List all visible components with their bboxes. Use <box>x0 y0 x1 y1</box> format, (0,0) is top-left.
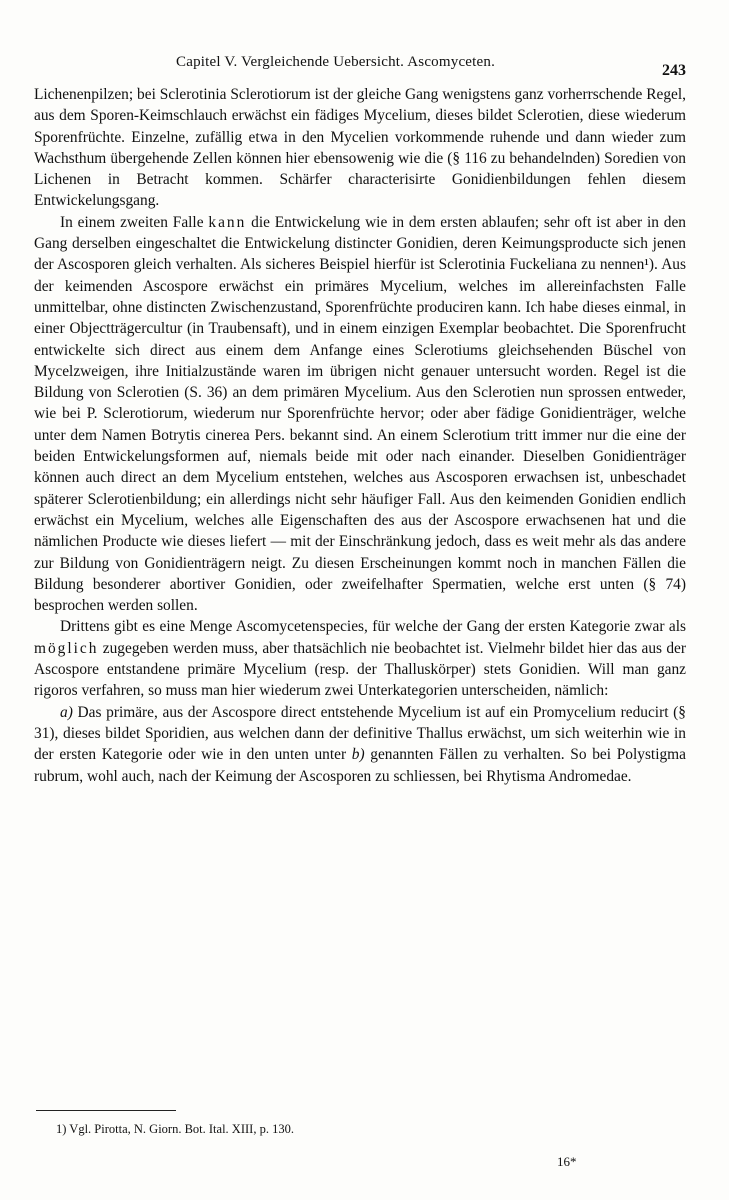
body-text <box>34 84 686 787</box>
paragraph-text: Drittens gibt es eine Menge Ascomycetenspecies, für welche der Gang der ersten Kategorie zwar als <box>60 618 686 636</box>
spaced-emphasis: möglich <box>34 639 99 657</box>
page-number: 243 <box>662 62 686 79</box>
page-header <box>36 50 686 80</box>
paragraph-text: In einem zweiten Falle <box>60 213 209 231</box>
paragraph-text: Das primäre, aus der Ascospore direct entstehende Mycelium ist auf ein Promycelium reducirt (§ 31), dieses bildet Sporidien, aus welchen dann der definitive Thallus erwächst, um sich weiterhin wie in der ersten Kategorie oder wie in den unten unter <box>34 703 686 764</box>
spaced-emphasis: kann <box>208 213 247 231</box>
footnote-divider <box>36 1110 176 1111</box>
paragraph-second-case <box>34 212 686 617</box>
paragraph-text: genannten Fällen zu verhalten. So bei Polystigma rubrum, wohl auch, nach der Keimung der Ascosporen zu schliessen, bei Rhytisma Andromedae. <box>34 746 686 785</box>
list-label: a) <box>60 703 73 721</box>
running-title: Capitel V. Vergleichende Uebersicht. Ascomyceten. <box>176 54 496 70</box>
paragraph-third-case <box>34 616 686 701</box>
paragraph-text: zugegeben werden muss, aber thatsächlich nie beobachtet ist. Vielmehr bildet hier das aus der Ascospore entstandene primäre Mycelium (resp. der Thalluskörper) stets Gonidien. Will man ganz rigoros verfahren, so muss man hier wiederum zwei Unterkategorien unterscheiden, nämlich: <box>34 639 686 700</box>
paragraph-text: die Entwickelung wie in dem ersten ablaufen; sehr oft ist aber in den Gang derselben eingeschaltet die Entwickelung distincter Gonidien, deren Keimungsproducte sich jenen der Ascosporen gleich verhalten. Als sicheres Beispiel hierfür ist Sclerotinia Fuckeliana zu nennen¹). Aus der keimenden Ascospore erwächst ein primäres Mycelium, welches im allereinfachsten Falle unmittelbar, ohne distincten Zwischenzustand, Sporenfrüchte produciren kann. Ich habe dieses einmal, in einer Objectträgercultur (in Traubensaft), und in einem einzigen Exemplar beobachtet. Die Sporenfrucht entwickelte sich direct aus einem dem Anfange eines Sclerotiums gleichsehenden Büschel von Mycelzweigen, ihre Initialzustände waren im übrigen nicht genauer untersucht worden. Regel ist die Bildung von Sclerotien (S. 36) an dem primären Mycelium. Aus den Sclerotien nun sprossen entweder, wie bei P. Sclerotiorum, wiederum nur Sporenfrüchte hervor; oder aber fädige Gonidienträger, welche unter dem Namen Botrytis cinerea Pers. bekannt sind. An einem Sclerotium tritt immer nur die eine der beiden Entwickelungsformen auf, niemals beide mit oder nach einander. Dieselben Gonidienträger können auch direct an dem Mycelium entstehen, welches aus Ascosporen erwachsen ist, unbeschadet späterer Sclerotienbildung; ein allerdings nicht sehr häufiger Fall. Aus den keimenden Gonidien endlich erwächst ein Mycelium, welches alle Eigenschaften des aus der Ascospore erwachsenen hat und die nämlichen Producte wie dieses liefert — mit der Einschränkung jedoch, dass es weit mehr als das andere zur Bildung von Gonidienträgern neigt. Zu diesen Erscheinungen kommt noch in manchen Fällen die Bildung besonderer abortiver Gonidien, oder zweifelhafter Spermatien, welche erst unten (§ 74) besprochen werden sollen. <box>34 213 686 615</box>
signature-mark: 16* <box>557 1154 577 1169</box>
paragraph-continuation: Lichenenpilzen; bei Sclerotinia Sclerotiorum ist der gleiche Gang wenigstens ganz vorherrschende Regel, aus dem Sporen-Keimschlauch erwächst ein fädiges Mycelium, dieses bildet Sclerotien, diese wiederum Sporenfrüchte. Einzelne, zufällig etwa in den Mycelien vorkommende ruhende und dann wieder zum Wachsthum übergehende Zellen können hier ebensowenig wie die (§ 116 zu behandelnden) Soredien von Lichenen in Betracht kommen. Schärfer characterisirte Gonidienbildungen fehlen diesem Entwickelungsgang. <box>34 86 686 210</box>
footnote: 1) Vgl. Pirotta, N. Giorn. Bot. Ital. XIII, p. 130. <box>56 1122 294 1136</box>
paragraph-subcategory-a <box>34 702 686 787</box>
list-label: b) <box>351 746 365 764</box>
